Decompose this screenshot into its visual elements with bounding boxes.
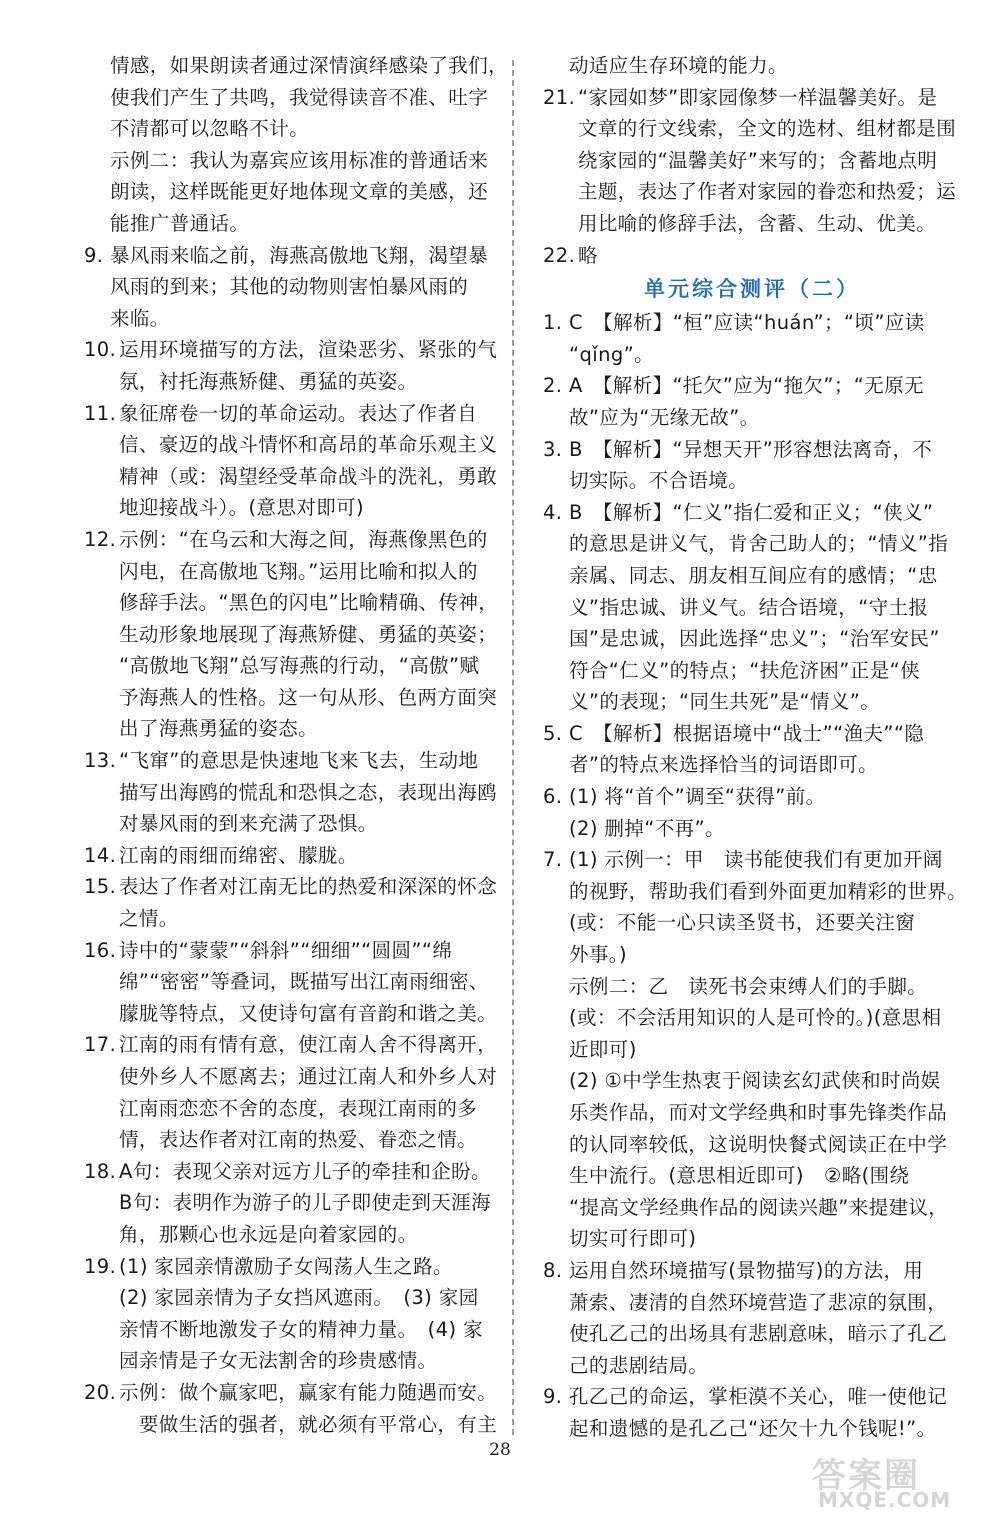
answer-line: 外事。) — [569, 943, 627, 967]
answer-item — [84, 1029, 498, 1155]
answer-item — [84, 240, 489, 335]
answer-line: 运用环境描写的方法，渲染恶劣、紧张的气 — [119, 338, 498, 362]
answer-line: 动适应生存环境的能力。 — [569, 54, 788, 77]
answer-line: 绵”“密密”等叠词，既描写出江南雨细密、 — [119, 970, 489, 994]
answer-line: 对暴风雨的到来充满了恐惧。 — [119, 812, 378, 836]
answer-line: 情感，如果朗读者通过深情演绎感染了我们， — [110, 54, 509, 77]
answer-line: 的视野，帮助我们看到外面更加精彩的世界。 — [569, 879, 968, 903]
answer-line: 故”应为“无缘无故”。 — [569, 405, 760, 429]
watermark-logo — [812, 1448, 992, 1510]
answer-item — [543, 82, 961, 240]
answer-line: (2) 删掉“不再”。 — [569, 816, 725, 840]
watermark-url: MXQE.COM — [818, 1488, 952, 1512]
answer-line: 起和遗憾的是孔乙己“还欠十九个钱呢!”。 — [569, 1416, 937, 1440]
answer-item — [543, 1381, 961, 1444]
answer-line: 的认同率较低，这说明快餐式阅读正在中学 — [569, 1132, 948, 1156]
right-column — [543, 50, 968, 1445]
answer-line: “高傲地飞翔”总写海燕的行动，“高傲”赋 — [119, 654, 480, 678]
answer-line: 亲情不断地激发子女的精神力量。 (4) 家 — [119, 1317, 483, 1341]
answer-line: 者”的特点来选择恰当的词语即可。 — [569, 753, 879, 777]
answer-line: (1) 家园亲情激励子女闯荡人生之路。 — [119, 1254, 453, 1278]
answer-number: 2. — [543, 374, 563, 398]
answer-line: 江南的雨有情有意，使江南人舍不得离开， — [119, 1033, 498, 1057]
answer-item — [84, 524, 499, 745]
answer-line: (1) 示例一：甲 读书能使我们有更加开阔 — [569, 848, 943, 872]
continued-answer — [84, 50, 509, 240]
answer-line: A句：表现父亲对远方儿子的牵挂和企盼。 — [119, 1159, 491, 1183]
answer-number: 4. — [543, 500, 563, 524]
answer-line: 予海燕人的性格。这一句从形、色两方面突 — [119, 685, 498, 709]
answer-item — [84, 1251, 486, 1377]
answer-line: 氛，衬托海燕矫健、勇猛的英姿。 — [119, 369, 418, 393]
answer-line: 使孔乙己的出场具有悲剧意味，暗示了孔乙 — [569, 1322, 948, 1346]
answer-line: “提高文学经典作品的阅读兴趣”来提建议， — [569, 1195, 949, 1219]
section-title: 单元综合测评（二） — [644, 277, 860, 302]
answer-line: 园亲情是子女无法割舍的珍贵感情。 — [119, 1349, 438, 1373]
answer-line: 示例二：乙 读死书会束缚人们的手脚。 — [569, 974, 928, 998]
answer-line: 闪电，在高傲地飞翔。”运用比喻和拟人的 — [119, 559, 478, 583]
answer-line: B句：表明作为游子的儿子即使走到天涯海 — [119, 1191, 491, 1215]
answer-line: 风雨的到来；其他的动物则害怕暴风雨的 — [110, 275, 469, 299]
answer-number: 19. — [84, 1254, 117, 1278]
answer-line: 出了海燕勇猛的姿态。 — [119, 717, 319, 741]
answer-line: 绕家园的“温馨美好”来写的；含蓄地点明 — [578, 148, 938, 172]
answer-line: 用比喻的修辞手法，含蓄、生动、优美。 — [578, 211, 937, 235]
answer-line: C 【解析】根据语境中“战士”“渔夫”“隐 — [569, 721, 925, 745]
answer-item — [543, 1255, 961, 1381]
answer-line: 朗读，这样既能更好地体现文章的美感，还 — [110, 180, 489, 204]
answer-line: 符合“仁义”的特点；“扶危济困”正是“侠 — [569, 658, 921, 682]
answer-line: 切实际。不合语境。 — [569, 469, 749, 493]
answer-line: 义”的表现；“同生共死”是“情义”。 — [569, 690, 881, 714]
answer-number: 17. — [84, 1033, 117, 1057]
answer-line: B 【解析】“仁义”指仁爱和正义；“侠义” — [569, 500, 934, 524]
answer-line: 乐类作品，而对文学经典和时事先锋类作品 — [569, 1101, 948, 1124]
answer-line: (或：不会活用知识的人是可怜的。)(意思相 — [569, 1006, 942, 1030]
answer-line: “家园如梦”即家园像梦一样温馨美好。是 — [578, 85, 938, 109]
answer-item — [84, 398, 498, 524]
answer-line: 生动形象地展现了海燕矫健、勇猛的英姿； — [119, 622, 498, 646]
answer-number: 7. — [543, 848, 563, 872]
answer-line: 江南的雨细而绵密、朦胧。 — [119, 843, 358, 867]
answer-number: 15. — [84, 875, 117, 899]
answer-line: 示例：做个赢家吧，赢家有能力随遇而安。 — [119, 1380, 498, 1404]
answer-line: 切实可行即可) — [569, 1227, 697, 1251]
answer-number: 1. — [543, 311, 563, 335]
answer-line: 生中流行。(意思相近即可) ②略(围绕 — [569, 1164, 910, 1188]
answer-number: 16. — [84, 938, 117, 962]
answer-number: 6. — [543, 785, 563, 809]
answer-line: 略 — [578, 243, 598, 267]
answer-item — [84, 871, 498, 934]
answer-line: 来临。 — [110, 306, 170, 330]
answer-number: 11. — [84, 401, 117, 425]
answer-line: 的意思是讲义气，肯舍己助人的；“情义”指 — [569, 532, 949, 556]
answer-line: 象征席卷一切的革命运动。表达了作者自 — [119, 401, 478, 425]
answer-line: 之情。 — [119, 907, 179, 931]
answer-number: 5. — [543, 721, 563, 745]
answer-line: 国”是忠诚，因此选择“忠义”；“治军安民” — [569, 627, 940, 651]
answer-line: 萧索、凄清的自然环境营造了悲凉的氛围， — [569, 1290, 948, 1314]
answer-item — [84, 1156, 491, 1251]
answer-item — [543, 50, 961, 82]
answer-line: 己的悲剧结局。 — [569, 1353, 709, 1377]
answer-number: 21. — [543, 85, 576, 109]
answer-line: 孔乙己的命运，掌柜漠不关心，唯一使他记 — [569, 1385, 948, 1409]
answer-line: 描写出海鸥的慌乱和恐惧之态，表现出海鸥 — [119, 780, 498, 804]
answer-number: 10. — [84, 338, 117, 362]
answer-number: 20. — [84, 1380, 117, 1404]
answer-number: 3. — [543, 437, 563, 461]
watermark-text: 答案圈 — [812, 1456, 920, 1496]
answer-number: 8. — [543, 1258, 563, 1282]
answer-item — [84, 840, 486, 872]
answer-number: 9. — [84, 243, 104, 267]
answer-item — [543, 307, 961, 370]
answer-line: 情，表达作者对江南的热爱、眷恋之情。 — [119, 1128, 478, 1152]
answer-line: 亲属、同志、朋友相互间应有的感情；“忠 — [569, 563, 938, 587]
answer-number: 14. — [84, 843, 117, 867]
answer-line: 朦胧等特点，又使诗句富有音韵和谐之美。 — [119, 1001, 498, 1025]
answer-line: 示例：“在乌云和大海之间，海燕像黑色的 — [119, 527, 488, 551]
answer-line: C 【解析】“桓”应读“huán”；“顷”应读 — [569, 311, 925, 335]
answer-line: (1) 将“首个”调至“获得”前。 — [569, 785, 826, 809]
answer-item — [543, 434, 961, 497]
answer-line: 示例二：我认为嘉宾应该用标准的普通话来 — [110, 148, 489, 172]
answer-line: (2) ①中学生热衷于阅读玄幻武侠和时尚娱 — [569, 1069, 941, 1093]
column-divider — [512, 60, 514, 1435]
answer-item — [543, 370, 961, 433]
answer-line: 修辞手法。“黑色的闪电”比喻精确、传神， — [119, 591, 499, 615]
answer-line: 角，那颗心也永远是向着家园的。 — [119, 1222, 418, 1246]
answer-number: 18. — [84, 1159, 117, 1183]
answer-line: 暴风雨来临之前，海燕高傲地飞翔，渴望暴 — [110, 243, 489, 267]
answer-line: 要做生活的强者，就必须有平常心，有主 — [119, 1412, 498, 1436]
answer-line: (或：不能一心只读圣贤书，还要关注窗 — [569, 911, 916, 935]
answer-item — [84, 334, 498, 397]
answer-line: 能推广普通话。 — [110, 211, 250, 235]
answer-line: 使我们产生了共鸣，我觉得读音不准、吐字 — [110, 85, 489, 109]
answer-line: 不清都可以忽略不计。 — [110, 117, 310, 141]
answer-line: 使外乡人不愿离去；通过江南人和外乡人对 — [119, 1065, 498, 1088]
answer-line: 义”指忠诚、讲义气。结合语境，“守土报 — [569, 595, 929, 619]
answer-number: 12. — [84, 527, 117, 551]
answer-line: 近即可) — [569, 1037, 637, 1061]
answer-line: “qǐng”。 — [569, 342, 655, 366]
answer-number: 13. — [84, 749, 117, 773]
answer-line: 运用自然环境描写(景物描写)的方法，用 — [569, 1258, 924, 1282]
answer-line: 诗中的“蒙蒙”“斜斜”“细细”“圆圆”“绵 — [119, 938, 453, 962]
answer-item — [84, 1377, 498, 1440]
answer-line: 精神（或：渴望经受革命战斗的洗礼，勇敢 — [119, 464, 498, 488]
left-column — [84, 50, 509, 1440]
answer-line: A 【解析】“托欠”应为“拖欠”；“无原无 — [569, 374, 925, 398]
answer-number: 9. — [543, 1385, 563, 1409]
page-number: 28 — [489, 1440, 511, 1460]
answer-item — [543, 781, 961, 844]
answer-line: (2) 家园亲情为子女挡风遮雨。 (3) 家园 — [119, 1286, 479, 1310]
answer-item — [543, 844, 968, 1255]
answer-item — [84, 935, 498, 1030]
answer-item — [84, 745, 498, 840]
answer-line: 表达了作者对江南无比的热爱和深深的怀念 — [119, 875, 498, 899]
answer-line: 主题，表达了作者对家园的眷恋和热爱；运 — [578, 180, 957, 204]
answer-item — [543, 718, 961, 781]
answer-line: 信、豪迈的战斗情怀和高昂的革命乐观主义 — [119, 433, 498, 457]
answer-item — [543, 497, 961, 718]
answer-line: “飞窜”的意思是快速地飞来飞去，生动地 — [119, 749, 479, 773]
answer-line: 江南雨恋恋不舍的态度，表现江南雨的多 — [119, 1096, 478, 1120]
answer-number: 22. — [543, 243, 576, 267]
answer-line: 文章的行文线索，全文的选材、组材都是围 — [578, 117, 957, 141]
answer-line: B 【解析】“异想天开”形容想法离奇，不 — [569, 437, 933, 461]
answer-line: 地迎接战斗）。(意思对即可) — [119, 496, 365, 520]
answer-item — [543, 240, 961, 272]
